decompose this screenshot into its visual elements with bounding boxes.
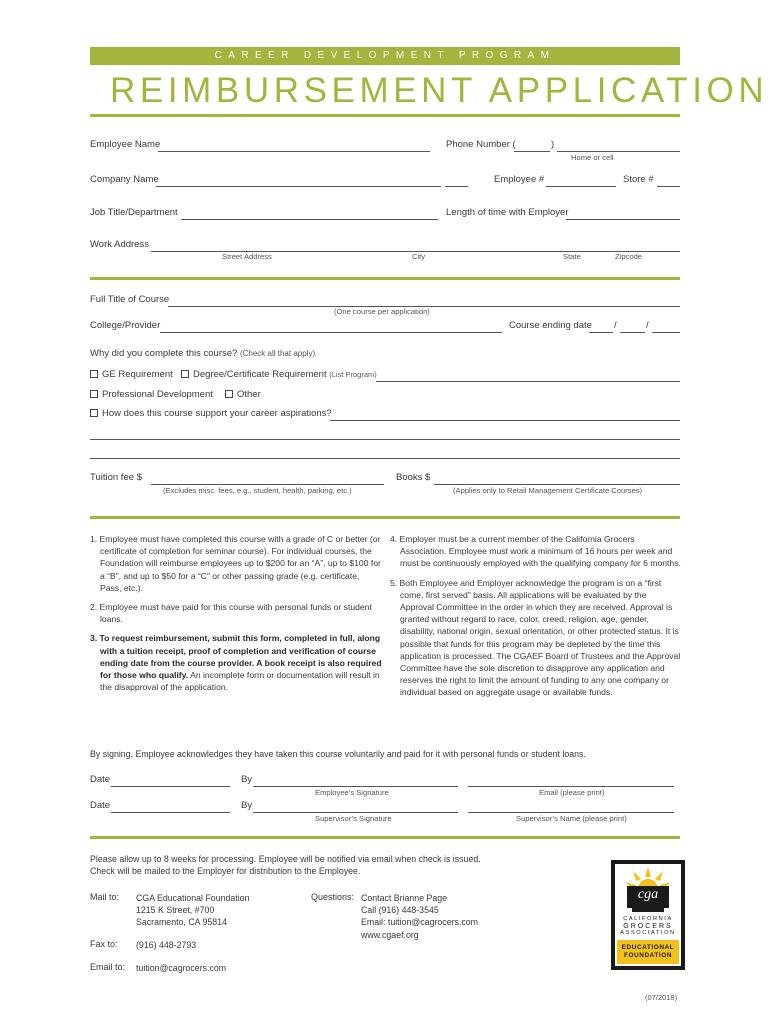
- street-address-hint: Street Address: [222, 252, 272, 261]
- term-item-3-bold: 3. To request reimbursement, submit this form, completed in full, along with a tuition receipt, proof of completion and verification of course ending date from the course provider. A book receipt is also required for those who qualify.: [90, 633, 382, 681]
- state-hint: State: [563, 252, 581, 261]
- by-label-2: By: [241, 800, 253, 811]
- job-title-field[interactable]: [181, 208, 438, 220]
- term-item-1: 1. Employee must have completed this course with a grade of C or better (or certificate of completion for seminar course). For individual courses, the Foundation will reimburse employees up to $200 for an “A”, up to $100 for a “B”, and up to $50 for a “C” or other passing grade (e.g. certificate, Pass, etc.).: [90, 534, 381, 593]
- mail-to-label: Mail to:: [90, 892, 120, 902]
- logo-association-text: [615, 916, 681, 937]
- date-label-1: Date: [90, 774, 111, 785]
- one-course-hint: (One course per application): [334, 307, 430, 316]
- processing-text: [90, 853, 481, 877]
- supervisor-signature-hint: Supervisor’s Signature: [315, 814, 392, 823]
- date-label-2: Date: [90, 800, 111, 811]
- divider-course: [90, 277, 680, 280]
- company-name-field[interactable]: [156, 175, 441, 187]
- term-item-3-rest: An incomplete form or documentation will result in the disapproval of the application.: [100, 670, 380, 693]
- course-ending-month-field[interactable]: [589, 321, 613, 333]
- ge-requirement-label: GE Requirement: [102, 369, 173, 380]
- divider-footer: [90, 836, 680, 839]
- other-label: Other: [237, 389, 261, 400]
- length-of-time-label: Length of time with Employer: [446, 207, 569, 218]
- store-number-field[interactable]: [657, 175, 680, 187]
- employee-number-field[interactable]: [546, 175, 616, 187]
- phone-paren: ): [551, 139, 555, 150]
- terms-left-column: [90, 533, 382, 693]
- full-title-label: Full Title of Course: [90, 294, 170, 305]
- questions-line-2: Call (916) 448-3545: [361, 905, 439, 916]
- form-version: (07/2018): [645, 993, 678, 1002]
- questions-line-4[interactable]: www.cgaef.org: [361, 929, 419, 940]
- date-field-1[interactable]: [111, 775, 230, 787]
- mail-to-line-3: Sacramento, CA 95814: [136, 917, 227, 928]
- course-ending-date-label: Course ending date: [509, 320, 592, 331]
- fax-number: (916) 448-2793: [136, 940, 197, 950]
- tuition-fee-field[interactable]: [151, 473, 384, 485]
- check-all-hint: (Check all that apply): [239, 349, 316, 358]
- logo-mark-text: cga: [637, 887, 659, 902]
- questions-label: Questions:: [311, 892, 355, 902]
- full-title-field[interactable]: [168, 295, 680, 307]
- course-ending-day-field[interactable]: [620, 321, 645, 333]
- professional-development-option[interactable]: [90, 389, 213, 400]
- term-item-4: 4. Employer must be a current member of the California Grocers Association. Employee must work a minimum of 16 hours per week and must be continuously employed with the qualifying company for 6 months.: [390, 534, 681, 569]
- length-of-time-field[interactable]: [566, 208, 680, 220]
- logo-line-4: EDUCATIONAL: [621, 944, 675, 951]
- processing-line-2: Check will be mailed to the Employer for distribution to the Employee.: [90, 866, 361, 877]
- logo-line-1: CALIFORNIA: [623, 916, 673, 922]
- career-aspirations-label: How does this course support your career aspirations?: [102, 408, 332, 419]
- ge-requirement-checkbox[interactable]: [90, 370, 98, 378]
- phone-number-field[interactable]: [557, 140, 680, 152]
- company-name-label: Company Name: [90, 174, 159, 185]
- date-separator-2: /: [646, 320, 649, 331]
- date-separator-1: /: [614, 320, 617, 331]
- career-aspirations-line-2[interactable]: [90, 428, 680, 440]
- college-provider-field[interactable]: [160, 321, 502, 333]
- job-title-label: Job Title/Department: [90, 207, 178, 218]
- date-field-2[interactable]: [111, 801, 230, 813]
- books-hint: (Applies only to Retail Management Certificate Courses): [453, 486, 643, 495]
- degree-requirement-checkbox[interactable]: [181, 370, 189, 378]
- career-aspirations-checkbox[interactable]: [90, 409, 98, 417]
- acknowledgement-text: By signing, Employee acknowledges they have taken this course voluntarily and paid for it with personal funds or student loans.: [90, 749, 586, 759]
- list-program-field[interactable]: [376, 370, 680, 382]
- books-label: Books $: [396, 472, 431, 483]
- processing-line-1: Please allow up to 8 weeks for processing. Employee will be notified via email when check is issued.: [90, 854, 481, 864]
- email-print-hint: Email (please print): [539, 788, 605, 797]
- employee-signature-field[interactable]: [253, 775, 458, 787]
- career-aspirations-line-3[interactable]: [90, 447, 680, 459]
- term-item-5: 5. Both Employee and Employer acknowledge the program is on a “first come, first served” basis. All applications will be evaluated by the Approval Committee in the order in which they are received. Approval is granted without regard to race, color, creed, religion, age, gender, disability, national origin, sexual orientation, or other protected status. It is possible that funds for this program may be depleted by the time this application is processed. The CGAEF Board of Trustees and the Approval Committee have the sole discretion to disapprove any application and reserves the right to limit the amount of funding to any one company or individual based on aggregate usage or available funds.: [390, 577, 681, 698]
- logo-line-5: FOUNDATION: [623, 952, 673, 959]
- list-program-hint: (List Program): [329, 370, 377, 379]
- zipcode-hint: Zipcode: [615, 252, 643, 261]
- questions-contact: [361, 892, 478, 941]
- phone-number-label: Phone Number (: [446, 139, 516, 150]
- by-label-1: By: [241, 774, 253, 785]
- term-item-2: 2. Employee must have paid for this course with personal funds or student loans.: [90, 602, 372, 625]
- professional-development-checkbox[interactable]: [90, 390, 98, 398]
- mail-to-line-1: CGA Educational Foundation: [136, 893, 250, 903]
- logo-foundation-text: [617, 944, 679, 960]
- course-ending-year-field[interactable]: [652, 321, 680, 333]
- term-item-3: [90, 632, 382, 693]
- page-title: REIMBURSEMENT APPLICATION: [110, 71, 769, 110]
- employee-number-label: Employee #: [494, 174, 545, 185]
- supervisor-name-hint: Supervisor’s Name (please print): [516, 814, 627, 823]
- divider-top: [90, 114, 680, 117]
- degree-requirement-option[interactable]: [181, 369, 377, 380]
- email-print-field[interactable]: [468, 775, 674, 787]
- store-number-label: Store #: [623, 174, 654, 185]
- employee-name-label: Employee Name: [90, 139, 161, 150]
- work-address-label: Work Address: [90, 239, 149, 250]
- city-hint: City: [412, 252, 426, 261]
- employee-signature-hint: Employee’s Signature: [315, 788, 389, 797]
- degree-requirement-label: Degree/Certificate Requirement: [193, 369, 327, 380]
- program-banner: CAREER DEVELOPMENT PROGRAM: [90, 47, 680, 65]
- tuition-fee-label: Tuition fee $: [90, 472, 142, 483]
- other-option[interactable]: [225, 389, 261, 400]
- phone-hint: Home or cell: [571, 153, 614, 162]
- cga-logo: [611, 860, 685, 970]
- mail-to-line-2: 1215 K Street, #700: [136, 905, 215, 916]
- other-checkbox[interactable]: [225, 390, 233, 398]
- career-aspirations-option[interactable]: [90, 408, 332, 419]
- why-question: [90, 348, 315, 359]
- supervisor-name-field[interactable]: [468, 801, 674, 813]
- logo-line-2: GROCERS: [623, 923, 673, 930]
- employee-name-field[interactable]: [158, 140, 430, 152]
- work-address-field[interactable]: [151, 240, 680, 252]
- ge-requirement-option[interactable]: [90, 369, 173, 380]
- professional-development-label: Professional Development: [102, 389, 213, 400]
- tuition-hint: (Excludes misc. fees, e.g., student, health, parking, etc.): [163, 486, 352, 495]
- terms-right-column: [390, 533, 682, 699]
- email-label: Email to:: [90, 962, 126, 972]
- email-address[interactable]: tuition@cagrocers.com: [136, 963, 227, 973]
- company-name-field-extra[interactable]: [445, 175, 468, 187]
- questions-line-3[interactable]: Email: tuition@cagrocers.com: [361, 917, 478, 928]
- fax-label: Fax to:: [90, 939, 118, 949]
- divider-terms: [90, 516, 680, 519]
- college-provider-label: College/Provider: [90, 320, 161, 331]
- books-field[interactable]: [434, 473, 680, 485]
- why-question-label: Why did you complete this course?: [90, 348, 238, 359]
- mail-to-address: [136, 892, 249, 929]
- logo-line-3: ASSOCIATION: [620, 930, 676, 936]
- questions-line-1: Contact Brianne Page: [361, 893, 448, 903]
- supervisor-signature-field[interactable]: [253, 801, 458, 813]
- career-aspirations-field[interactable]: [330, 409, 680, 421]
- phone-area-code-field[interactable]: [514, 140, 550, 152]
